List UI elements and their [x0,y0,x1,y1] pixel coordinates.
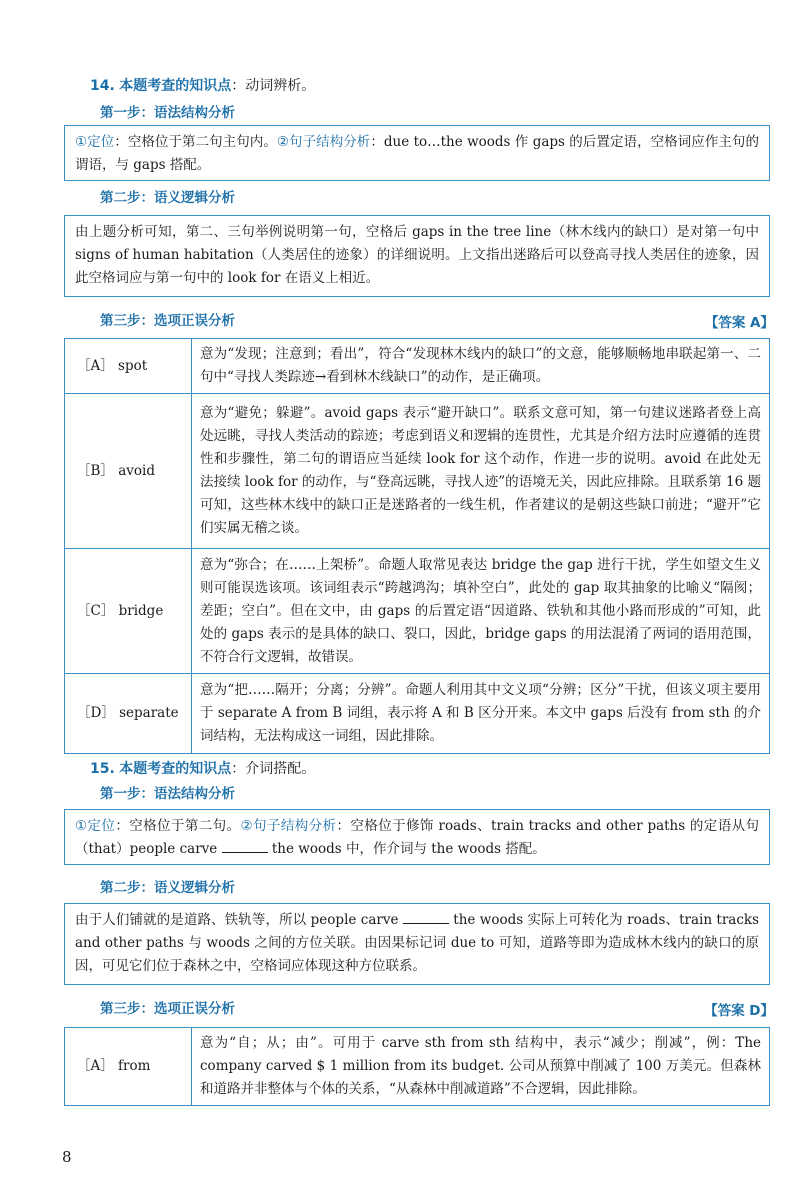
question-number: 15. [90,761,115,777]
q15-step1-box [64,809,770,865]
q14-step1-box [64,125,770,181]
question-number: 14. [90,78,115,94]
knowledge-point-value: ：动词辨析。 [231,78,316,94]
option-analysis: 意为“避免；躲避”。avoid gaps 表示“避开缺口”。联系文意可知，第一句建议迷路者登上高处远眺，寻找人类活动的踪迹；考虑到语义和逻辑的连贯性，尤其是介绍方法时应遵循的连贯性和步骤性，第二句的谓语应当延续 look for 这个动作，作进一步的说明。avoid 在此处无法接续 look for 的动作，与“登高远眺，寻找人迹”的语境无关，因此应排除。且联系第 16 题可知，这些林木线中的缺口正是迷路者的一线生机，作者建议的是朝这些缺口前进；“避开”它们实属无稽之谈。 [192,394,770,549]
locate-text: ：空格位于第二句主句内。 [114,134,277,150]
answer-blank [403,909,449,924]
option-label: ［D］ separate [65,674,192,754]
answer-blank [222,838,268,853]
q14-step2-title: 第二步：语义逻辑分析 [100,190,235,206]
q14-step2-box: 由上题分析可知，第二、三句举例说明第一句，空格后 gaps in the tree line（林木线内的缺口）是对第一句中 signs of human habitation（人类居住的迹象）的详细说明。上文指出迷路后可以登高寻找人类居住的迹象，因此空格词应与第一句中的 look for 在语义上相近。 [64,215,770,297]
q14-step1-title: 第一步：语法结构分析 [100,105,235,121]
option-analysis: 意为“弥合；在……上架桥”。命题人取常见表达 bridge the gap 进行干扰，学生如望文生义则可能误选该项。该词组表示“跨越鸿沟；填补空白”，此处的 gap 取其抽象的比喻义“隔阂；差距；空白”。但在文中，由 gaps 的后置定语“因道路、铁轨和其他小路而形成的”可知，此处的 gaps 表示的是具体的缺口、裂口，因此，bridge gaps 的用法混淆了两词的语用范围，不符合行文逻辑，故错误。 [192,549,770,674]
table-row [65,674,770,754]
table-row [65,339,770,394]
structure-text: ：due to…the woods 作 gaps 的后置定语，空格词应作主句的谓语，与 gaps 搭配。 [75,134,759,173]
logic-text: the woods 实际上可转化为 roads、train tracks and other paths 与 woods 之间的方位关联。由因果标记词 due to 可知，道路等即为造成林木线内的缺口的原因，可见它们位于森林之中，空格词应体现这种方位联系。 [75,912,760,974]
option-analysis: 意为“把……隔开；分离；分辨”。命题人利用其中文义项“分辨；区分”干扰，但该义项主要用于 separate A from B 词组，表示将 A 和 B 区分开来。本文中 gaps 后没有 from sth 的介词结构，无法构成这一词组，因此排除。 [192,674,770,754]
option-label: ［B］ avoid [65,394,192,549]
question-15-heading [90,759,315,779]
structure-label: ②句子结构分析 [276,134,371,150]
knowledge-point-label: 本题考查的知识点 [119,78,232,94]
q14-answer: 【答案 A】 [704,315,774,331]
knowledge-point-value: ：介词搭配。 [231,761,316,777]
q14-step3-title: 第三步：选项正误分析 [100,313,235,329]
table-row [65,549,770,674]
option-label: ［C］ bridge [65,549,192,674]
structure-label: ②句子结构分析 [240,818,337,834]
q15-options-table [64,1027,770,1106]
structure-text: the woods 中，作介词与 the woods 搭配。 [271,841,546,857]
knowledge-point-label: 本题考查的知识点 [119,761,232,777]
table-row [65,1028,770,1106]
q15-answer: 【答案 D】 [704,1003,774,1019]
locate-label: ①定位 [75,818,116,834]
q15-step2-title: 第二步：语义逻辑分析 [100,880,235,896]
locate-label: ①定位 [75,134,115,150]
option-label: ［A］ from [65,1028,192,1106]
question-14-heading [90,76,315,96]
q14-options-table [64,338,770,754]
page-number: 8 [62,1148,72,1166]
locate-text: ：空格位于第二句。 [115,818,241,834]
structure-text: ：空格位于修饰 roads、train tracks and other paths 的定语从句（that）people carve [75,818,760,857]
table-row [65,394,770,549]
q15-step2-box [64,903,770,985]
q15-step3-title: 第三步：选项正误分析 [100,1001,235,1017]
q15-step1-title: 第一步：语法结构分析 [100,786,235,802]
option-analysis: 意为“自；从；由”。可用于 carve sth from sth 结构中，表示“减少；削减”，例：The company carved $ 1 million from its budget. 公司从预算中削减了 100 万美元。但森林和道路并非整体与个体的关系，“从森林中削减道路”不合逻辑，因此排除。 [192,1028,770,1106]
option-label: ［A］ spot [65,339,192,394]
option-analysis: 意为“发现；注意到；看出”，符合“发现林木线内的缺口”的文意，能够顺畅地串联起第一、二句中“寻找人类踪迹→看到林木线缺口”的动作，是正确项。 [192,339,770,394]
logic-text: 由于人们铺就的是道路、铁轨等，所以 people carve [75,912,399,928]
